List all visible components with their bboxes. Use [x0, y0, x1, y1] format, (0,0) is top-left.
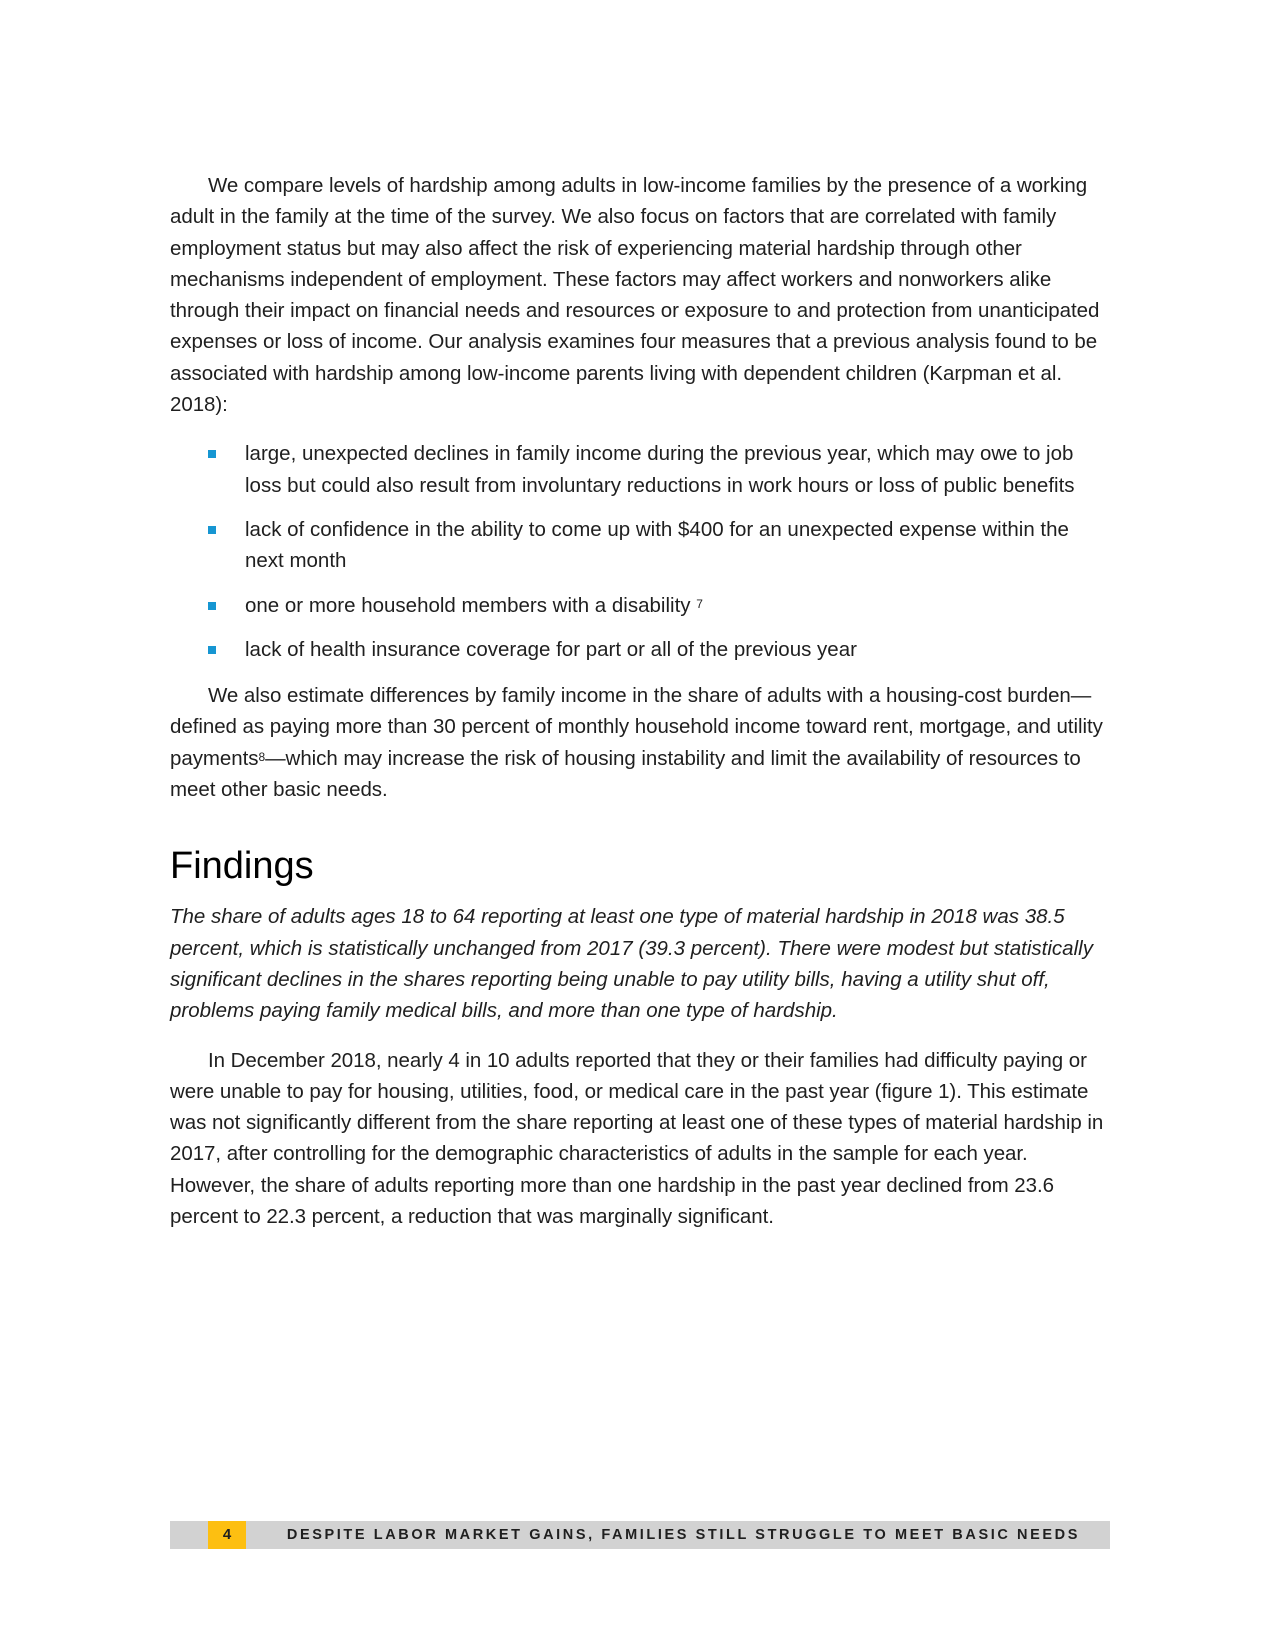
- footnote-marker[interactable]: 7: [696, 596, 703, 611]
- housing-paragraph: [170, 680, 1110, 805]
- bullet-item: [170, 634, 1110, 665]
- housing-text-after-note: —which may increase the risk of housing instability and limit the availability of resources to meet other basic needs.: [170, 746, 1081, 802]
- square-bullet-icon: [208, 526, 216, 534]
- bullet-text: lack of health insurance coverage for part or all of the previous year: [245, 637, 857, 661]
- footnote-marker[interactable]: 8: [258, 749, 266, 764]
- housing-text-before-note: We also estimate differences by family income in the share of adults with a housing-cost burden—defined as paying more than 30 percent of monthly household income toward rent, mortgage, and utility payments: [170, 684, 1103, 770]
- square-bullet-icon: [208, 602, 216, 610]
- bullet-item: [170, 590, 1110, 621]
- square-bullet-icon: [208, 450, 216, 458]
- square-bullet-icon: [208, 646, 216, 654]
- page-number: 4: [208, 1521, 246, 1549]
- bullet-text: one or more household members with a disability: [245, 593, 691, 617]
- bullet-item: [170, 514, 1110, 577]
- bullet-text: lack of confidence in the ability to come up with $400 for an unexpected expense within the next month: [245, 517, 1069, 573]
- page-footer: [170, 1521, 1110, 1549]
- findings-heading: Findings: [170, 845, 314, 888]
- running-title: DESPITE LABOR MARKET GAINS, FAMILIES STILL STRUGGLE TO MEET BASIC NEEDS: [286, 1527, 1080, 1543]
- findings-paragraph: In December 2018, nearly 4 in 10 adults reported that they or their families had difficulty paying or were unable to pay for housing, utilities, food, or medical care in the past year (figure 1). This estimate was not significantly different from the share reporting at least one of these types of material hardship in 2017, after controlling for the demographic characteristics of adults in the sample for each year. However, the share of adults reporting more than one hardship in the past year declined from 23.6 percent to 22.3 percent, a reduction that was marginally significant.: [170, 1048, 1104, 1229]
- intro-paragraph: We compare levels of hardship among adults in low-income families by the presence of a working adult in the family at the time of the survey. We also focus on factors that are correlated with family employment status but may also affect the risk of experiencing material hardship through other mechanisms independent of employment. These factors may affect workers and nonworkers alike through their impact on financial needs and resources or exposure to and protection from unanticipated expenses or loss of income. Our analysis examines four measures that a previous analysis found to be associated with hardship among low-income parents living with dependent children (Karpman et al. 2018):: [170, 174, 1100, 417]
- bullet-item: [170, 438, 1110, 501]
- bullet-text: large, unexpected declines in family income during the previous year, which may owe to job loss but could also result from involuntary reductions in work hours or loss of public benefits: [245, 442, 1075, 497]
- bullet-list: [170, 438, 1110, 665]
- findings-lead: The share of adults ages 18 to 64 reporting at least one type of material hardship in 2018 was 38.5 percent, which is statistically unchanged from 2017 (39.3 percent). There were modest but statistically significant declines in the shares reporting being unable to pay utility bills, having a utility shut off, problems paying family medical bills, and more than one type of hardship.: [170, 905, 1093, 1023]
- document-page: [170, 170, 1110, 1232]
